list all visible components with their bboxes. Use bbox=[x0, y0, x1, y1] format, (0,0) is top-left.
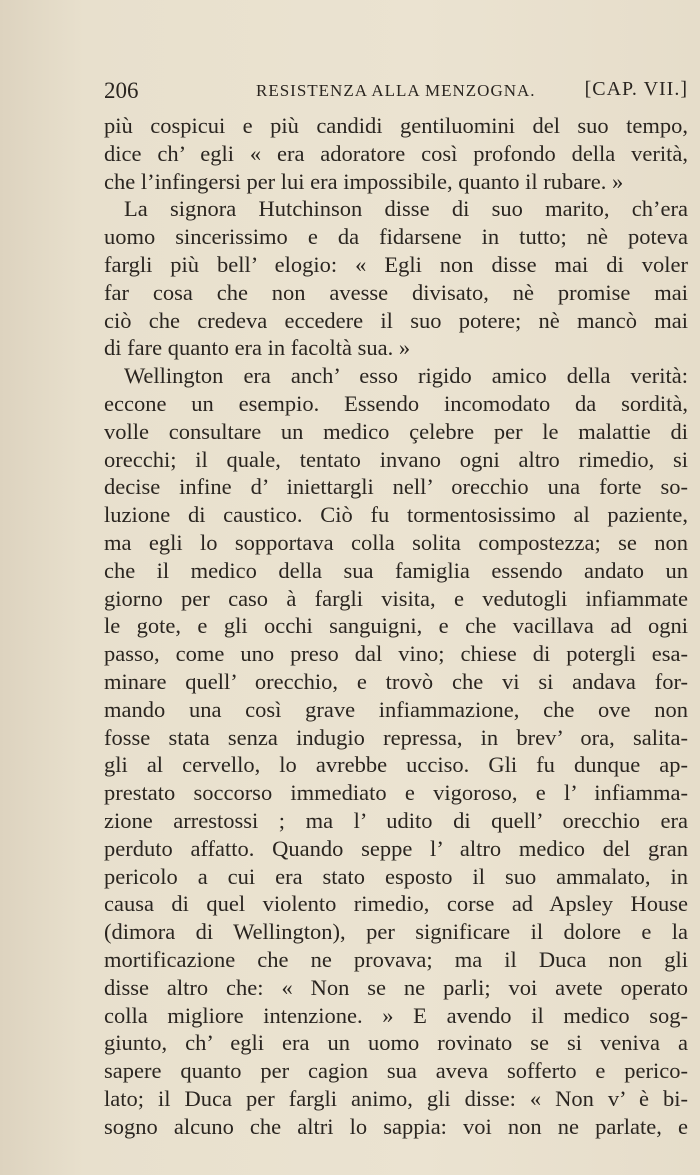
page-number: 206 bbox=[104, 78, 139, 103]
text-line: fargli più bell’ elogio: « Egli non disse mai di voler bbox=[104, 251, 688, 277]
text-line: che l’infingersi per lui era impossibile, quanto il rubare. » bbox=[104, 168, 624, 194]
text-line: sapere quanto per cagion sua aveva sofferto e perico- bbox=[104, 1058, 688, 1084]
text-line: lato; il Duca per fargli animo, gli disse: « Non v’ è bi- bbox=[104, 1085, 688, 1111]
text-line: (dimora di Wellington), per significare il dolore e la bbox=[104, 919, 688, 945]
text-line: causa di quel violento rimedio, corse ad Apsley House bbox=[104, 891, 688, 917]
chapter-label: [CAP. VII.] bbox=[584, 78, 688, 100]
text-line: luzione di caustico. Ciò fu tormentosissimo al paziente, bbox=[104, 502, 688, 528]
text-line: giunto, ch’ egli era un uomo rovinato se si veniva a bbox=[104, 1030, 688, 1056]
text-line: Wellington era anch’ esso rigido amico della verità: bbox=[124, 363, 688, 389]
text-line: disse altro che: « Non se ne parli; voi avete operato bbox=[104, 974, 688, 1000]
text-line: ma egli lo sopportava colla solita compostezza; se non bbox=[104, 529, 688, 555]
text-line: mortificazione che ne provava; ma il Duca non gli bbox=[104, 946, 688, 972]
text-line: perduto affatto. Quando seppe l’ altro medico del gran bbox=[104, 835, 688, 861]
text-line: ciò che credeva eccedere il suo potere; nè mancò mai bbox=[104, 307, 688, 333]
body-text bbox=[104, 112, 688, 1140]
text-line: colla migliore intenzione. » E avendo il medico sog- bbox=[104, 1002, 688, 1028]
text-line: La signora Hutchinson disse di suo marito, ch’era bbox=[124, 196, 688, 222]
running-header bbox=[104, 78, 688, 106]
text-line: mando una così grave infiammazione, che ove non bbox=[104, 696, 688, 722]
text-line: sogno alcuno che altri lo sappia: voi non ne parlate, e bbox=[104, 1113, 688, 1139]
running-title: RESISTENZA ALLA MENZOGNA. bbox=[256, 81, 536, 100]
text-line: giorno per caso à fargli visita, e vedutogli infiammate bbox=[104, 585, 688, 611]
text-line: passo, come uno preso dal vino; chiese di potergli esa- bbox=[104, 641, 688, 667]
text-line: più cospicui e più candidi gentiluomini del suo tempo, bbox=[104, 113, 688, 138]
text-line: di fare quanto era in facoltà sua. » bbox=[104, 335, 411, 361]
text-line: gli al cervello, lo avrebbe ucciso. Gli fu dunque ap- bbox=[104, 752, 688, 778]
text-line: far cosa che non avesse divisato, nè promise mai bbox=[104, 279, 688, 305]
text-line: minare quell’ orecchio, e trovò che vi si andava for- bbox=[104, 668, 688, 694]
text-line: uomo sincerissimo e da fidarsene in tutto; nè poteva bbox=[104, 224, 688, 250]
text-line: che il medico della sua famiglia essendo andato un bbox=[104, 557, 688, 583]
text-line: volle consultare un medico çelebre per le malattie di bbox=[104, 418, 688, 444]
text-line: eccone un esempio. Essendo incomodato da sordità, bbox=[104, 390, 688, 416]
text-line: le gote, e gli occhi sanguigni, e che vacillava ad ogni bbox=[104, 613, 688, 639]
text-line: fosse stata senza indugio repressa, in brev’ ora, salita- bbox=[104, 724, 688, 750]
text-line: orecchi; il quale, tentato invano ogni altro rimedio, si bbox=[104, 446, 688, 472]
text-line: prestato soccorso immediato e vigoroso, e l’ infiamma- bbox=[104, 780, 688, 806]
text-line: pericolo a cui era stato esposto il suo ammalato, in bbox=[104, 863, 688, 889]
text-line: zione arrestossi ; ma l’ udito di quell’ orecchio era bbox=[104, 807, 688, 833]
text-line: dice ch’ egli « era adoratore così profondo della verità, bbox=[104, 140, 688, 166]
text-line: decise infine d’ iniettargli nell’ orecchio una forte so- bbox=[104, 474, 688, 500]
